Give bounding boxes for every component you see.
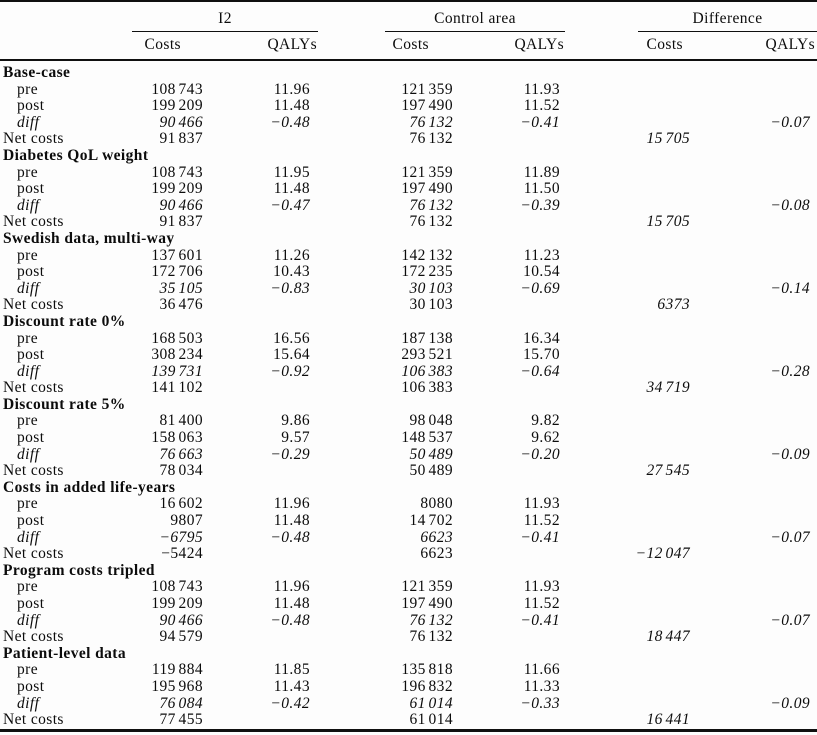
- table-row: [0, 712, 817, 730]
- subheader-difference-qalys: QALYs: [692, 32, 817, 60]
- section-row: [0, 314, 817, 331]
- cell-control-qalys: −0.41: [520, 113, 560, 131]
- section-title: Diabetes QoL weight: [3, 146, 149, 164]
- cell-control-qalys: 16.34: [523, 329, 560, 347]
- cell-i2-costs: 195 968: [151, 677, 203, 695]
- cell-i2-costs: 158 063: [151, 429, 203, 447]
- cell-control-qalys: 11.66: [523, 661, 560, 679]
- cell-control-qalys: 11.93: [523, 578, 560, 596]
- row-label: post: [17, 97, 45, 115]
- group-header-row: [0, 1, 817, 32]
- cell-difference-costs: [565, 181, 692, 198]
- cell-difference-costs: 16 441: [646, 711, 690, 729]
- row-label: diff: [17, 611, 40, 629]
- table-row: [0, 281, 817, 298]
- cell-i2-qalys: 9.86: [281, 412, 310, 430]
- cell-control-qalys: 11.89: [523, 163, 560, 181]
- cell-control-qalys: [455, 712, 565, 730]
- section-title: Patient-level data: [3, 644, 126, 662]
- cell-control-costs: 106 383: [401, 379, 453, 397]
- cell-i2-qalys: 11.85: [273, 661, 310, 679]
- row-label: post: [17, 429, 45, 447]
- subheader-control-qalys: QALYs: [455, 32, 565, 60]
- cell-control-costs: 76 132: [409, 213, 453, 231]
- table-row: [0, 198, 817, 215]
- cell-control-costs: 14 702: [409, 512, 453, 530]
- cell-difference-costs: [565, 364, 692, 381]
- row-label: pre: [17, 163, 38, 181]
- cell-control-qalys: [455, 629, 565, 646]
- cell-i2-qalys: −0.42: [270, 694, 310, 712]
- cell-control-costs: 187 138: [401, 329, 453, 347]
- row-label: post: [17, 595, 45, 612]
- cell-difference-costs: 6373: [657, 296, 690, 314]
- row-label: pre: [17, 661, 38, 679]
- table-row: [0, 463, 817, 480]
- cell-difference-costs: [565, 413, 692, 430]
- cell-i2-qalys: 16.56: [273, 329, 310, 347]
- section-row: [0, 397, 817, 414]
- cell-control-qalys: [455, 214, 565, 231]
- table-row: [0, 679, 817, 696]
- cell-control-qalys: [455, 297, 565, 314]
- table-row: [0, 82, 817, 99]
- cell-difference-qalys: [692, 513, 817, 530]
- cell-i2-costs: 94 579: [159, 628, 203, 646]
- cell-difference-qalys: −0.28: [770, 362, 811, 380]
- cell-difference-costs: [565, 264, 692, 281]
- cell-difference-costs: [565, 281, 692, 298]
- cell-difference-costs: [565, 496, 692, 513]
- row-label: post: [17, 263, 45, 281]
- cell-i2-costs: 76 084: [159, 694, 203, 712]
- cell-control-qalys: [455, 463, 565, 480]
- cell-i2-qalys: [205, 712, 318, 730]
- cell-difference-costs: [565, 115, 692, 132]
- row-label: Net costs: [3, 130, 64, 148]
- subheader-spacer: [0, 32, 132, 60]
- table-row: [0, 413, 817, 430]
- cell-i2-costs: 90 466: [159, 113, 203, 131]
- table-row: [0, 181, 817, 198]
- cell-difference-qalys: [692, 430, 817, 447]
- cell-i2-costs: 108 743: [151, 80, 203, 98]
- table-row: [0, 596, 817, 613]
- cell-i2-qalys: 11.96: [273, 578, 310, 596]
- row-label: post: [17, 677, 45, 695]
- cell-control-costs: 76 132: [409, 113, 453, 131]
- cell-control-qalys: 11.93: [523, 495, 560, 513]
- table-row: [0, 115, 817, 132]
- cell-i2-costs: 108 743: [151, 578, 203, 596]
- cell-difference-costs: 27 545: [646, 462, 690, 480]
- table-row: [0, 530, 817, 547]
- section-row: [0, 231, 817, 248]
- cell-i2-costs: −6795: [159, 528, 203, 546]
- subheader-difference-costs: Costs: [565, 32, 692, 60]
- cell-difference-qalys: [692, 165, 817, 182]
- cell-difference-costs: [565, 430, 692, 447]
- table-row: [0, 248, 817, 265]
- table-row: [0, 347, 817, 364]
- cell-difference-qalys: [692, 181, 817, 198]
- cell-difference-costs: [565, 579, 692, 596]
- row-label: post: [17, 180, 45, 198]
- table-row: [0, 214, 817, 231]
- cell-control-qalys: 11.93: [523, 80, 560, 98]
- cell-i2-costs: 81 400: [159, 412, 203, 430]
- cell-i2-qalys: 11.48: [273, 180, 310, 198]
- cell-control-qalys: 11.52: [523, 97, 560, 115]
- cell-i2-costs: 119 884: [151, 661, 203, 679]
- subheader-row: [0, 32, 817, 60]
- cell-i2-costs: 36 476: [159, 296, 203, 314]
- section-title: Swedish data, multi-way: [3, 229, 175, 247]
- cell-control-qalys: −0.39: [520, 196, 560, 214]
- cell-difference-costs: [565, 165, 692, 182]
- cell-i2-costs: 91 837: [159, 213, 203, 231]
- table-row: [0, 131, 817, 148]
- section-title: Discount rate 5%: [3, 395, 126, 413]
- cell-i2-costs: 199 209: [151, 97, 203, 115]
- cell-i2-qalys: [205, 214, 318, 231]
- table-row: [0, 629, 817, 646]
- cell-difference-costs: 15 705: [646, 130, 690, 148]
- table-body: [0, 60, 817, 730]
- cell-difference-costs: [565, 347, 692, 364]
- cell-difference-qalys: [692, 264, 817, 281]
- cell-control-costs: 8080: [420, 495, 453, 513]
- cell-i2-qalys: −0.48: [270, 611, 310, 629]
- cell-difference-costs: [565, 696, 692, 713]
- cell-difference-costs: [565, 447, 692, 464]
- row-label: diff: [17, 362, 40, 380]
- cell-control-qalys: −0.41: [520, 611, 560, 629]
- cell-difference-costs: [565, 513, 692, 530]
- cell-control-costs: 121 359: [401, 80, 453, 98]
- cell-control-costs: 76 132: [409, 196, 453, 214]
- cell-difference-qalys: [692, 380, 817, 397]
- cell-difference-qalys: −0.09: [770, 445, 811, 463]
- section-title: Discount rate 0%: [3, 312, 126, 330]
- cell-i2-qalys: −0.83: [270, 279, 310, 297]
- cell-i2-costs: 91 837: [159, 130, 203, 148]
- cell-i2-qalys: [205, 629, 318, 646]
- cell-i2-qalys: −0.29: [270, 445, 310, 463]
- table-row: [0, 546, 817, 563]
- cell-difference-costs: −12 047: [635, 545, 690, 563]
- cell-control-costs: 197 490: [401, 595, 453, 612]
- cell-i2-qalys: 11.43: [273, 677, 310, 695]
- cell-difference-costs: [565, 662, 692, 679]
- cell-difference-qalys: [692, 98, 817, 115]
- row-label: Net costs: [3, 628, 64, 646]
- cell-control-costs: 30 103: [409, 296, 453, 314]
- subheader-control-costs: Costs: [318, 32, 455, 60]
- cell-i2-qalys: [205, 463, 318, 480]
- section-title: Costs in added life-years: [3, 478, 176, 496]
- cell-i2-costs: 141 102: [151, 379, 203, 397]
- cell-difference-qalys: [692, 331, 817, 348]
- cell-i2-costs: 78 034: [159, 462, 203, 480]
- table-row: [0, 496, 817, 513]
- table-row: [0, 264, 817, 281]
- table-row: [0, 297, 817, 314]
- cell-i2-costs: 16 602: [159, 495, 203, 513]
- cell-control-costs: 148 537: [401, 429, 453, 447]
- section-row: [0, 563, 817, 580]
- cell-difference-qalys: [692, 82, 817, 99]
- group-header-spacer: [0, 1, 132, 32]
- cell-control-costs: 76 132: [409, 611, 453, 629]
- cell-difference-qalys: −0.14: [770, 279, 811, 297]
- cell-control-costs: 172 235: [401, 263, 453, 281]
- cell-i2-costs: 168 503: [151, 329, 203, 347]
- cell-control-qalys: [455, 380, 565, 397]
- row-label: Net costs: [3, 545, 64, 563]
- cell-control-qalys: 11.52: [523, 595, 560, 612]
- cell-i2-costs: 90 466: [159, 611, 203, 629]
- cell-control-costs: 98 048: [409, 412, 453, 430]
- cell-control-qalys: −0.41: [520, 528, 560, 546]
- cell-i2-qalys: 11.26: [273, 246, 310, 264]
- row-label: diff: [17, 196, 40, 214]
- cell-difference-qalys: [692, 413, 817, 430]
- row-label: post: [17, 346, 45, 364]
- section-row: [0, 480, 817, 497]
- cell-i2-costs: 199 209: [151, 180, 203, 198]
- cell-control-costs: 197 490: [401, 97, 453, 115]
- cell-control-costs: 106 383: [401, 362, 453, 380]
- cell-difference-qalys: −0.08: [770, 196, 811, 214]
- cell-difference-qalys: [692, 679, 817, 696]
- cell-i2-costs: 35 105: [159, 279, 203, 297]
- cell-difference-qalys: [692, 579, 817, 596]
- cell-i2-qalys: 15.64: [273, 346, 310, 364]
- cell-i2-qalys: −0.48: [270, 528, 310, 546]
- cell-i2-costs: 199 209: [151, 595, 203, 612]
- table-row: [0, 696, 817, 713]
- table-row: [0, 380, 817, 397]
- cell-control-costs: 293 521: [401, 346, 453, 364]
- row-label: Net costs: [3, 379, 64, 397]
- row-label: pre: [17, 578, 38, 596]
- cell-difference-qalys: [692, 214, 817, 231]
- cell-i2-costs: 137 601: [151, 246, 203, 264]
- cell-difference-qalys: −0.09: [770, 694, 811, 712]
- section-title: Program costs tripled: [3, 561, 155, 579]
- cell-i2-qalys: −0.48: [270, 113, 310, 131]
- cell-control-costs: 6623: [420, 528, 453, 546]
- cell-control-qalys: [455, 546, 565, 563]
- cell-control-qalys: −0.33: [520, 694, 560, 712]
- cell-i2-costs: 77 455: [159, 711, 203, 729]
- table-row: [0, 430, 817, 447]
- row-label: diff: [17, 113, 40, 131]
- cell-control-qalys: 9.82: [531, 412, 560, 430]
- cell-i2-qalys: 11.96: [273, 80, 310, 98]
- cell-control-costs: 30 103: [409, 279, 453, 297]
- row-label: pre: [17, 80, 38, 98]
- cell-i2-qalys: [205, 297, 318, 314]
- row-label: diff: [17, 528, 40, 546]
- cell-i2-costs: 76 663: [159, 445, 203, 463]
- table-row: [0, 613, 817, 630]
- cell-difference-costs: 15 705: [646, 213, 690, 231]
- cell-difference-costs: [565, 679, 692, 696]
- cell-control-costs: 76 132: [409, 130, 453, 148]
- cell-control-costs: 76 132: [409, 628, 453, 646]
- cell-i2-qalys: 11.48: [273, 97, 310, 115]
- row-label: Net costs: [3, 462, 64, 480]
- cell-control-costs: 197 490: [401, 180, 453, 198]
- cell-control-qalys: 10.54: [523, 263, 560, 281]
- row-label: pre: [17, 412, 38, 430]
- column-group-difference: [638, 10, 817, 32]
- cell-control-costs: 61 014: [409, 694, 453, 712]
- subheader-i2-costs: Costs: [132, 32, 205, 60]
- cell-difference-qalys: [692, 662, 817, 679]
- cell-difference-costs: [565, 596, 692, 613]
- column-group-difference-label: Difference: [692, 10, 763, 27]
- row-label: pre: [17, 495, 38, 513]
- column-group-i2: [132, 10, 318, 32]
- cell-i2-qalys: −0.47: [270, 196, 310, 214]
- cell-control-costs: 196 832: [401, 677, 453, 695]
- cell-i2-costs: 139 731: [151, 362, 203, 380]
- cell-i2-qalys: 11.95: [273, 163, 310, 181]
- cell-difference-costs: [565, 82, 692, 99]
- section-row: [0, 646, 817, 663]
- cell-control-qalys: 15.70: [523, 346, 560, 364]
- cell-control-qalys: 11.52: [523, 512, 560, 530]
- cell-control-qalys: 11.50: [523, 180, 560, 198]
- cell-difference-costs: 34 719: [646, 379, 690, 397]
- section-row: [0, 60, 817, 82]
- cell-difference-costs: [565, 98, 692, 115]
- cell-difference-costs: 18 447: [646, 628, 690, 646]
- cell-i2-qalys: [205, 131, 318, 148]
- cell-difference-qalys: [692, 496, 817, 513]
- cell-i2-qalys: 11.48: [273, 512, 310, 530]
- cell-control-costs: 135 818: [401, 661, 453, 679]
- cell-difference-qalys: [692, 297, 817, 314]
- table-row: [0, 579, 817, 596]
- table-row: [0, 98, 817, 115]
- cell-difference-qalys: [692, 131, 817, 148]
- cell-i2-costs: 308 234: [151, 346, 203, 364]
- cell-control-costs: 50 489: [409, 462, 453, 480]
- cell-control-qalys: [455, 131, 565, 148]
- cell-difference-costs: [565, 248, 692, 265]
- cell-difference-costs: [565, 331, 692, 348]
- cell-i2-qalys: 10.43: [273, 263, 310, 281]
- cell-i2-qalys: 11.96: [273, 495, 310, 513]
- cell-control-qalys: 11.23: [523, 246, 560, 264]
- cell-difference-qalys: −0.07: [770, 113, 811, 131]
- cell-i2-costs: 9807: [170, 512, 203, 530]
- cell-i2-qalys: −0.92: [270, 362, 310, 380]
- row-label: post: [17, 512, 45, 530]
- cell-difference-qalys: [692, 629, 817, 646]
- cell-i2-qalys: [205, 380, 318, 397]
- row-label: Net costs: [3, 213, 64, 231]
- cell-difference-qalys: −0.07: [770, 611, 811, 629]
- cell-control-costs: 121 359: [401, 578, 453, 596]
- cell-difference-qalys: −0.07: [770, 528, 811, 546]
- cell-difference-qalys: [692, 712, 817, 730]
- cell-control-costs: 142 132: [401, 246, 453, 264]
- column-group-control-area-label: Control area: [434, 10, 516, 27]
- cell-i2-costs: 108 743: [151, 163, 203, 181]
- cell-control-qalys: −0.20: [520, 445, 560, 463]
- cell-difference-costs: [565, 530, 692, 547]
- cell-control-qalys: −0.69: [520, 279, 560, 297]
- row-label: diff: [17, 279, 40, 297]
- cell-difference-costs: [565, 198, 692, 215]
- cell-control-costs: 61 014: [409, 711, 453, 729]
- cell-control-costs: 121 359: [401, 163, 453, 181]
- subheader-i2-qalys: QALYs: [205, 32, 318, 60]
- row-label: pre: [17, 329, 38, 347]
- cell-i2-qalys: 11.48: [273, 595, 310, 612]
- cell-difference-qalys: [692, 347, 817, 364]
- cell-difference-qalys: [692, 596, 817, 613]
- cell-i2-costs: 90 466: [159, 196, 203, 214]
- cell-difference-qalys: [692, 248, 817, 265]
- table-row: [0, 165, 817, 182]
- cell-control-costs: 6623: [420, 545, 453, 563]
- table-row: [0, 331, 817, 348]
- cell-i2-qalys: [205, 546, 318, 563]
- table-row: [0, 364, 817, 381]
- row-label: diff: [17, 694, 40, 712]
- table-row: [0, 513, 817, 530]
- cell-difference-costs: [565, 613, 692, 630]
- cell-control-costs: 50 489: [409, 445, 453, 463]
- row-label: Net costs: [3, 296, 64, 314]
- row-label: pre: [17, 246, 38, 264]
- row-label: Net costs: [3, 711, 64, 729]
- cell-difference-qalys: [692, 546, 817, 563]
- section-row: [0, 148, 817, 165]
- cell-control-qalys: −0.64: [520, 362, 560, 380]
- column-group-control-area: [385, 10, 565, 32]
- cell-i2-qalys: 9.57: [281, 429, 310, 447]
- table-row: [0, 662, 817, 679]
- section-title: Base-case: [3, 64, 71, 81]
- cell-control-qalys: 9.62: [531, 429, 560, 447]
- cell-i2-costs: −5424: [161, 545, 203, 563]
- cell-control-qalys: 11.33: [523, 677, 560, 695]
- cell-i2-costs: 172 706: [151, 263, 203, 281]
- table-row: [0, 447, 817, 464]
- column-group-i2-label: I2: [218, 10, 232, 27]
- row-label: diff: [17, 445, 40, 463]
- cell-difference-qalys: [692, 463, 817, 480]
